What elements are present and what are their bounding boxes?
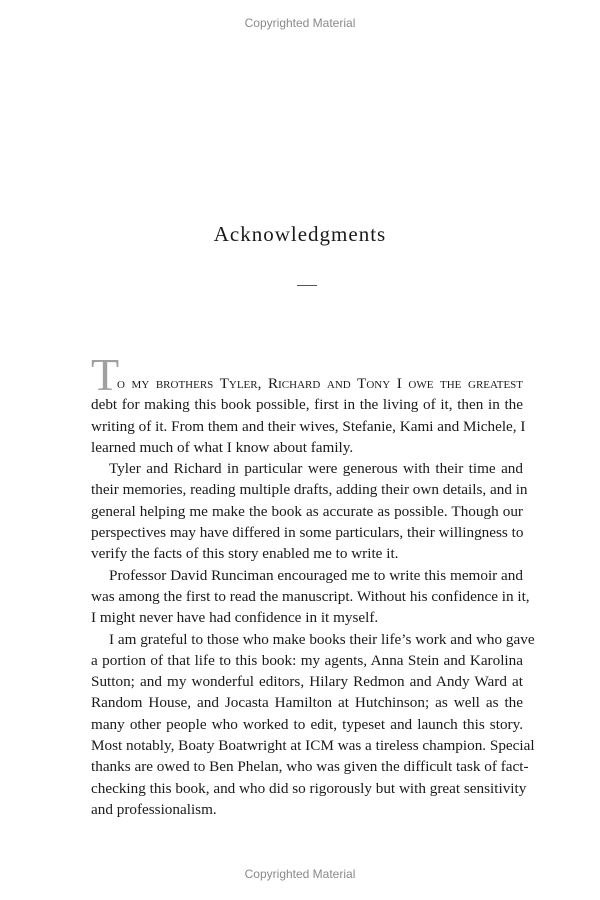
paragraph-line: was among the first to read the manuscript. Without his confidence in it, — [91, 587, 530, 605]
page-title: Acknowledgments — [213, 222, 387, 246]
paragraph-line: Most notably, Boaty Boatwright at ICM was a tireless champion. Special — [91, 737, 535, 755]
paragraph-line: Tyler and Richard in particular were generous with their time and — [109, 460, 523, 478]
paragraph-line: general helping me make the book as accurate as possible. Though our — [91, 502, 523, 520]
paragraph-line: and professionalism. — [91, 800, 217, 818]
paragraph-line: Random House, and Jocasta Hamilton at Hutchinson; as well as the — [91, 694, 523, 712]
paragraph-line: I am grateful to those who make books their life’s work and who gave — [109, 630, 535, 648]
paragraph-line: I might never have had confidence in it myself. — [91, 609, 379, 627]
paragraph-line: learned much of what I know about family. — [91, 438, 354, 456]
title-divider — [297, 285, 317, 286]
paragraph-line: checking this book, and who did so rigorously but with great sensitivity — [91, 779, 527, 797]
paragraph-line: debt for making this book possible, first in the living of it, then in the — [91, 396, 523, 414]
watermark-bottom: Copyrighted Material — [244, 867, 356, 881]
paragraph-line: Professor David Runciman encouraged me to write this memoir and — [109, 566, 523, 584]
paragraph-line: thanks are owed to Ben Phelan, who was given the difficult task of fact- — [91, 758, 529, 776]
drop-cap: T — [91, 349, 120, 400]
first-line-text: o my brothers Tyler, Richard and Tony I owe the greatest — [117, 375, 523, 392]
paragraph-line: Sutton; and my wonderful editors, Hilary Redmon and Andy Ward at — [91, 673, 523, 691]
paragraph-line: writing of it. From them and their wives, Stefanie, Kami and Michele, I — [91, 417, 526, 435]
paragraph-line: many other people who worked to edit, typeset and launch this story. — [91, 715, 523, 733]
first-line — [91, 349, 523, 400]
paragraph-line: perspectives may have differed in some particulars, their willingness to — [91, 524, 524, 542]
watermark-top: Copyrighted Material — [244, 16, 356, 30]
paragraph-line: their memories, reading multiple drafts, adding their own details, and in — [91, 481, 528, 499]
body-text — [91, 349, 535, 820]
paragraph-line: verify the facts of this story enabled me to write it. — [91, 545, 399, 563]
paragraph-line: a portion of that life to this book: my agents, Anna Stein and Karolina — [91, 651, 523, 669]
